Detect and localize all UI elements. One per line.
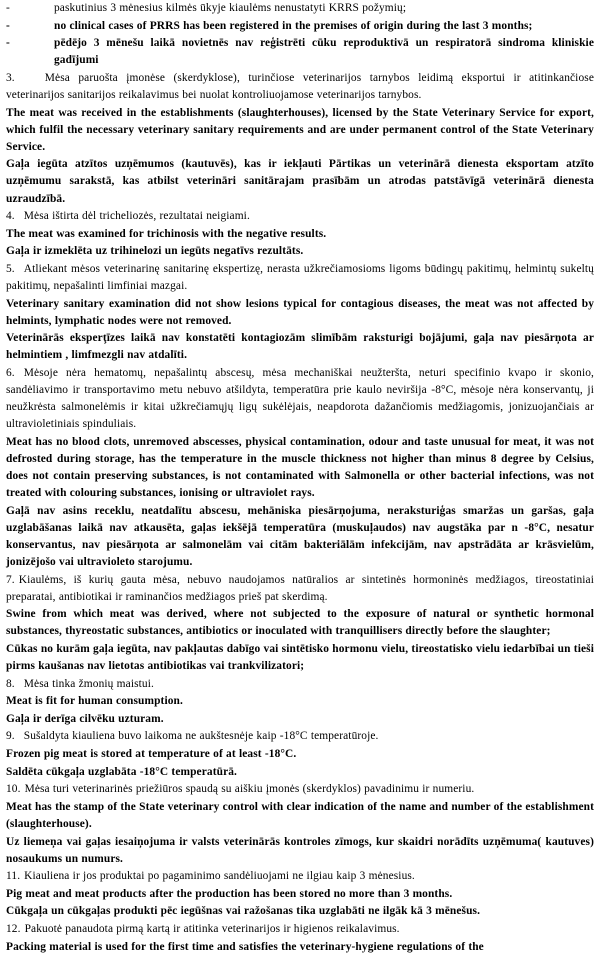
paragraph-text: Sušaldyta kiauliena buvo laikoma ne aukštesnėje kaip -18°C temperatūroje. [23,730,379,743]
paragraph-text: Veterinary sanitary examination did not show lesions typical for contagious diseases, the meat was not affected by helmints, lymphatic nodes were not removed. [6,297,594,327]
paragraph [6,764,594,781]
dash-marker: - [6,19,10,32]
paragraph-text: Mėsa paruošta įmonėse (skerdyklose), turinčiose veterinarijos tarnybos leidimą eksportui ir atitinkančiose veterinarijos sanitarijos reikalavimus bei nuolat kontroliuojamose veterinarijos tarnybos. [6,71,594,101]
numbered-paragraph [6,868,594,885]
paragraph [6,105,594,156]
item-number: 11. [6,870,21,883]
paragraph-text: Uz liemeņa vai gaļas iesaiņojuma ir valsts veterinārās kontroles zīmogs, kur skaidri norādīts uzņēmuma( kautuves) nosaukums un numurs. [6,835,594,865]
paragraph [6,886,594,903]
paragraph-text: Mėsa turi veterinarinės priežiūros spaudą su aiškiu įmonės (skerdyklos) pavadinimu ir numeriu. [24,783,475,796]
paragraph [6,693,594,710]
numbered-paragraph [6,70,594,104]
item-number: 8. [6,677,15,690]
numbered-paragraph [6,781,594,798]
paragraph-text: Pig meat and meat products after the production has been stored no more than 3 months. [6,887,453,900]
item-number: 7. [6,573,15,586]
paragraph [6,156,594,207]
item-number: 9. [6,730,15,743]
numbered-paragraph [6,572,594,606]
paragraph [6,939,594,956]
paragraph-text: Meat is fit for human consumption. [6,695,183,708]
paragraph [6,503,594,571]
paragraph-text: Packing material is used for the first time and satisfies the veterinary-hygiene regulations of the [6,940,484,953]
paragraph-text: Mėsoje nėra hematomų, nepašalintų abscesų, mėsa mechaniškai neužteršta, neturi specifinio kvapo ir skonio, sandėliavimo ir transportavimo metu nebuvo atšildyta, temperatūra prie kaulo neviršija -8°C, mėsoje nėra konservantų, ji neužkrėsta salmonelėmis ir kitai užkrečiamųjų ligų sukėlėjais, neapdorota dažančiomis medžiagomis, jonizuojančiais ar ultravioletiniais spinduliais. [6,366,594,431]
paragraph [6,903,594,920]
paragraph [6,330,594,364]
paragraph [6,641,594,675]
paragraph-text: pēdējo 3 mēnešu laikā novietnēs nav reģistrēti cūku reproduktivā un respiratorā sindroma kliniskie gadījumi [54,37,594,67]
item-number: 6. [6,366,15,379]
paragraph-text: Meat has no blood clots, unremoved abscesses, physical contamination, odour and taste unusual for meat, it was not defrosted during storage, has the temperature in the muscle thickness not higher than minus 8 degree by Celsius, does not contain preserving substances, is not contaminated with Salmonella or other bacterial infections, was not treated with colouring substances, ionising or ultraviolet rays. [6,435,594,500]
paragraph-text: Frozen pig meat is stored at temperature of at least -18°C. [6,748,297,761]
paragraph-text: Meat has the stamp of the State veterinary control with clear indication of the name and number of the establishment (slaughterhouse). [6,800,594,830]
dash-marker: - [6,37,10,50]
paragraph-text: Atliekant mėsos veterinarinę sanitarinę ekspertizę, nerasta užkrečiamosioms ligoms būdingų pakitimų, helmintų sukeltų pakitimų, nepašalinti limfiniai mazgai. [6,262,594,292]
paragraph-text: Saldēta cūkgaļa uzglabāta -18°C temperatūrā. [6,765,238,778]
paragraph [6,434,594,502]
paragraph-text: Gaļa iegūta atzītos uzņēmumos (kautuvēs), kas ir iekļauti Pārtikas un veterinārā dienesta eksportam atzīto uzņēmumu sarakstā, kas atbilst veterināri sanitārajam prasībām un atrodas patstāvīgā veterinārā dienesta uzraudzībā. [6,158,594,205]
item-number: 3. [6,71,15,84]
paragraph [6,746,594,763]
paragraph-text: Kiauliena ir jos produktai po pagaminimo sandėliuojami ne ilgiau kaip 3 mėnesius. [24,870,415,883]
numbered-paragraph [6,261,594,295]
paragraph-text: Gaļa ir derīga cilvēku uzturam. [6,712,164,725]
paragraph-text: Gaļā nav asins receklu, neatdalītu abscesu, mehāniska piesārņojuma, neraksturiģas smaržas un garšas, gaļa uzglabāšanas laikā nav atkausēta, gaļas iekšējā temperatūra (muskuļaudos) nav augstāka par n -8°C, nesatur konservantus, nav piesārņota ar salmonelām vai citām bakteriālām infekcijām, nav apstrādāta ar krāsvielūm, jonizējošo vai ultravioleto starojumu. [6,504,594,568]
item-number: 10. [6,783,21,796]
paragraph [6,296,594,330]
paragraph-text: Cūkas no kurām gaļa iegūta, nav pakļautas dabīgo vai sintētisko hormonu vielu, tireostatisko vielu iedarbībai un tieši pirms kaušanas nav lietotas antibiotikas vai trankvilizatori; [6,642,594,673]
paragraph [6,834,594,868]
paragraph-text: Veterinārās eksperţīzes laikā nav konstatēti kontagiozām slimībām raksturigi bojājumi, gaļa nav piesārņota ar helmintiem , limfmezgli nav atdalīti. [6,332,594,362]
numbered-paragraph [6,208,594,225]
paragraph-text: Gaļa ir izmeklēta uz trihinelozi un iegūts negatīvs rezultāts. [6,245,304,258]
bullet-paragraph [6,35,594,69]
bullet-paragraph [6,0,594,17]
numbered-paragraph [6,676,594,693]
paragraph [6,711,594,728]
numbered-paragraph [6,921,594,938]
paragraph-text: no clinical cases of PRRS has been registered in the premises of origin during the last 3 months; [54,19,533,32]
document-body [6,0,594,956]
paragraph [6,799,594,833]
paragraph-text: Mėsa tinka žmonių maistui. [23,677,154,690]
dash-marker: - [6,2,10,14]
paragraph [6,606,594,640]
paragraph-text: Swine from which meat was derived, where not subjected to the exposure of natural or synthetic hormonal substances, thyreostatic substances, antibiotics or inoculated with tranquillisers directly before the slaughter; [6,608,594,638]
paragraph-text: Cūkgaļa un cūkgaļas produkti pēc iegūšnas vai ražošanas tika uzglabāti ne ilgāk kā 3 mēnešus. [6,905,481,918]
paragraph-text: Mėsa ištirta dėl tricheliozės, rezultatai neigiami. [23,210,250,223]
bullet-paragraph [6,18,594,35]
item-number: 5. [6,262,15,275]
numbered-paragraph [6,365,594,433]
item-number: 4. [6,210,15,223]
numbered-paragraph [6,728,594,745]
paragraph-text: The meat was received in the establishments (slaughterhouses), licensed by the State Veterinary Service for export, which fulfil the necessary veterinary sanitary requirements and are under permanent control of the State Veterinary Service. [6,106,594,153]
paragraph-text: The meat was examined for trichinosis with the negative results. [6,227,327,240]
paragraph [6,226,594,243]
paragraph-text: paskutinius 3 mėnesius kilmės ūkyje kiaulėms nenustatyti KRRS požymių; [54,2,407,14]
paragraph-text: Kiaulėms, iš kurių gauta mėsa, nebuvo naudojamos natūralios ar sintetinės hormoninės medžiagos, tireostatiniai preparatai, antibiotikai ir raminančios medžiagos prieš pat skerdimą. [6,573,594,603]
paragraph [6,243,594,260]
paragraph-text: Pakuotė panaudota pirmą kartą ir atitinka veterinarijos ir higienos reikalavimus. [24,922,400,935]
item-number: 12. [6,922,21,935]
